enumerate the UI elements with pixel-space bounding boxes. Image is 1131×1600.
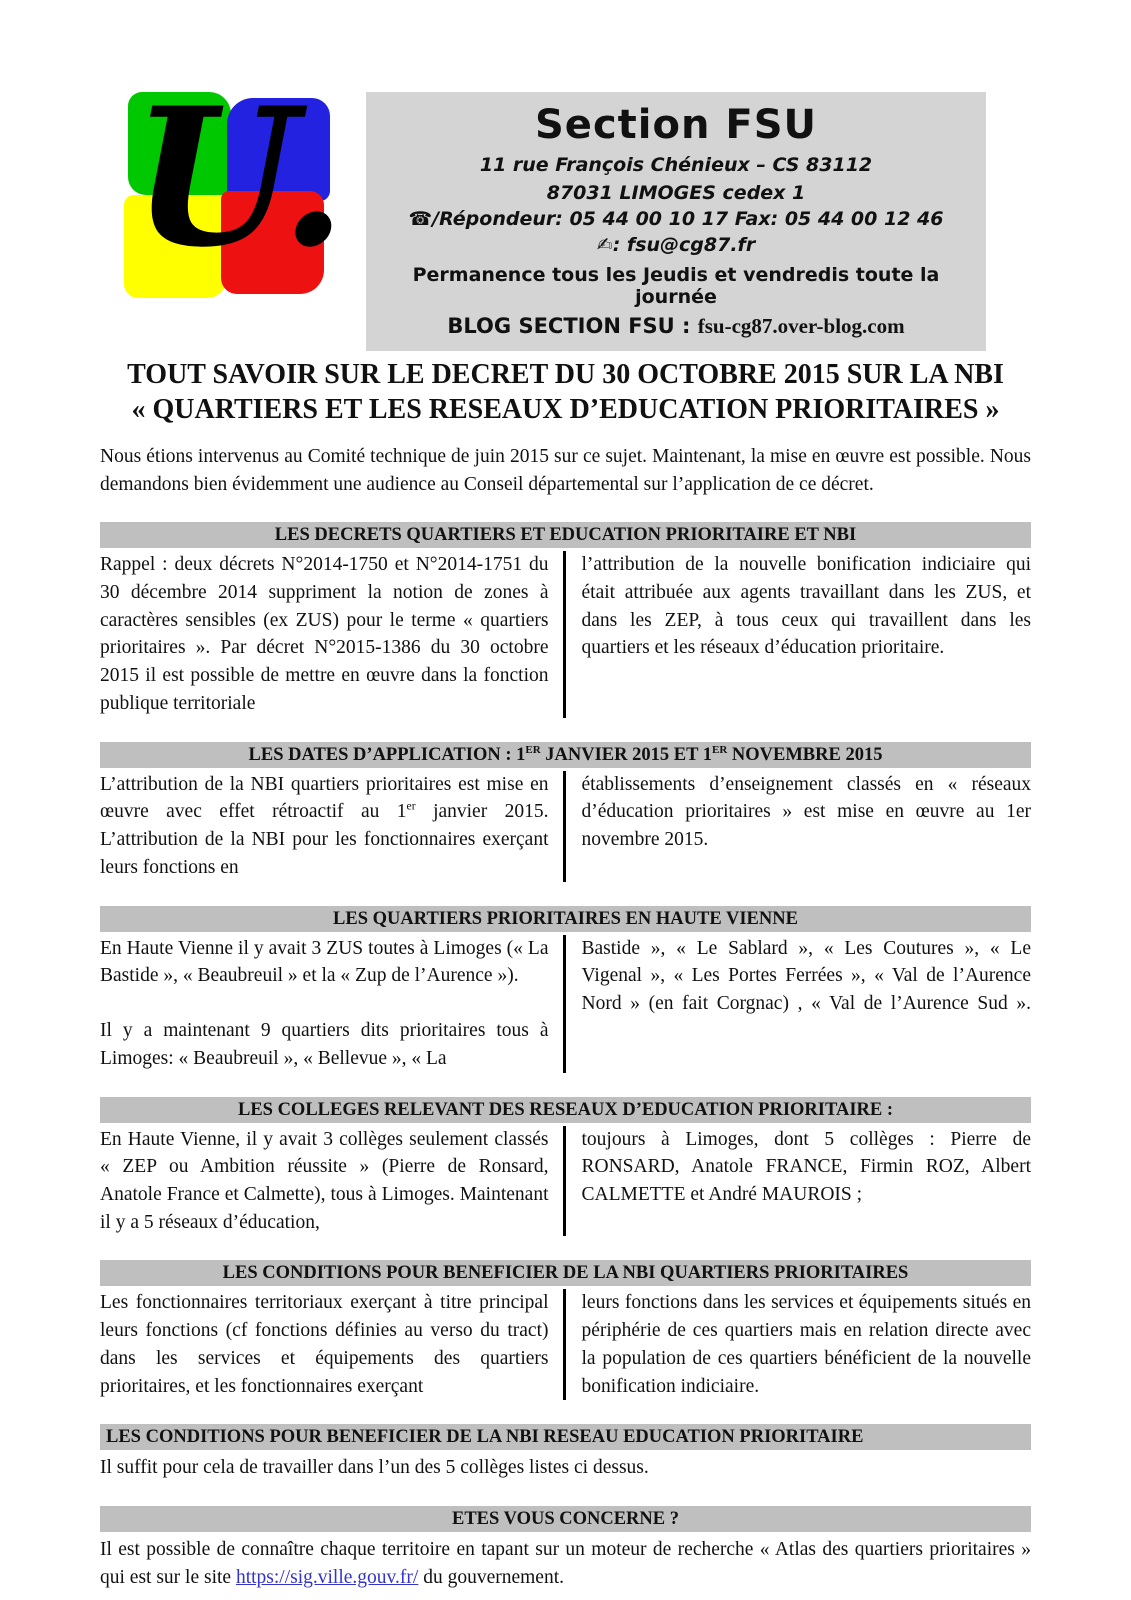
header-text: JANVIER 2015 ET 1 [540,744,712,765]
paragraph: établissements d’enseignement classés en « réseaux d’éducation prioritaires » est mise en œuvre au 1er novembre 2015. [581,773,1031,851]
section-conditions-qp-left [100,1289,566,1400]
section-decrets-left [100,551,566,717]
section-quartiers-left [100,935,566,1073]
section-conditions-qp-right [566,1289,1032,1400]
header-text: LES DATES D’APPLICATION : 1 [248,744,526,765]
section-dates-columns [100,771,1031,882]
section-dates [100,742,1031,882]
org-address-line1: 11 rue François Chénieux – CS 83112 [479,154,873,176]
phone-text: /Répondeur: 05 44 00 10 17 Fax: 05 44 00 12 46 [432,208,944,230]
paragraph: Rappel : deux décrets N°2014-1750 et N°2014-1751 du 30 décembre 2014 suppriment la notion de zones à caractères sensibles (ex ZUS) pour le terme « quartiers prioritaires ». Par décret N°2015-1386 du 30 octobre 2015 il est possible de mettre en œuvre dans la fonction publique territoriale [100,554,549,714]
header-sup: ER [525,743,541,756]
section-dates-header [100,742,1031,768]
section-decrets-columns [100,551,1031,717]
section-colleges-left [100,1126,566,1237]
email-icon: ✍ [596,234,613,256]
paragraph: En Haute Vienne, il y avait 3 collèges seulement classés « ZEP ou Ambition réussite » (Pierre de Ronsard, Anatole France et Calmette), tous à Limoges. Maintenant il y a 5 réseaux d’éducation, [100,1128,549,1233]
org-phone-line [374,208,978,230]
paragraph: Il y a maintenant 9 quartiers dits prioritaires tous à Limoges: « Beaubreuil », « Bellevue », « La [100,1020,549,1069]
section-colleges-header: LES COLLEGES RELEVANT DES RESEAUX D’EDUCATION PRIORITAIRE : [100,1097,1031,1123]
section-concerne-header: ETES VOUS CONCERNE ? [100,1506,1031,1532]
section-decrets-header: LES DECRETS QUARTIERS ET EDUCATION PRIORITAIRE ET NBI [100,522,1031,548]
section-colleges [100,1097,1031,1237]
section-dates-right [566,771,1032,882]
section-colleges-right [566,1126,1032,1237]
paragraph: toujours à Limoges, dont 5 collèges : Pierre de RONSARD, Anatole FRANCE, Firmin ROZ, Albert CALMETTE et André MAUROIS ; [581,1128,1031,1206]
blog-url: fsu-cg87.over-blog.com [697,314,905,338]
section-concerne-text [100,1536,1031,1591]
org-permanence: Permanence tous les Jeudis et vendredis toute la journée [412,264,940,308]
page-title-line1: TOUT SAVOIR SUR LE DECRET DU 30 OCTOBRE 2015 SUR LA NBI [127,359,1004,390]
atlas-site-link[interactable]: https://sig.ville.gouv.fr/ [235,1566,419,1588]
paragraph: Bastide », « Le Sablard », « Les Coutures », « Le Vigenal », « Les Portes Ferrées », « Val de l’Aurence Nord » (en fait Corgnac) , « Val de l’Aurence Sud ». [581,937,1031,1014]
fsu-logo [124,66,347,298]
masthead [100,66,1031,351]
org-info-box [366,92,986,351]
section-decrets [100,522,1031,717]
blog-label: BLOG SECTION FSU : [447,314,691,338]
intro-paragraph: Nous étions intervenus au Comité technique de juin 2015 sur ce sujet. Maintenant, la mise en œuvre est possible. Nous demandons bien évidemment une audience au Conseil départemental sur l’application de ce décret. [100,446,1031,495]
text-run: L’attribution de la NBI quartiers prioritaires est mise en œuvre avec effet rétroactif au 1 [100,773,549,823]
text-run: du gouvernement. [418,1566,564,1588]
paragraph: l’attribution de la nouvelle bonification indiciaire qui était attribuée aux agents travaillant dans les ZUS, et dans les ZEP, à tous ceux qui travaillent dans les quartiers et les réseaux d’éducation prioritaire. [581,554,1031,659]
section-concerne [100,1506,1031,1591]
ordinal-sup: er [406,799,416,813]
paragraph: Les fonctionnaires territoriaux exerçant à titre principal leurs fonctions (cf fonctions définies au verso du tract) dans les services et équipements des quartiers prioritaires, et les fonctionnaires exerçant [100,1292,549,1397]
header-sup: ER [711,743,728,756]
paragraph: En Haute Vienne il y avait 3 ZUS toutes à Limoges (« La Bastide », « Beaubreuil » et la « Zup de l’Aurence »). [100,937,549,987]
section-colleges-columns [100,1126,1031,1237]
section-conditions-rep-header: LES CONDITIONS POUR BENEFICIER DE LA NBI RESEAU EDUCATION PRIORITAIRE [100,1424,1031,1450]
section-quartiers [100,906,1031,1073]
org-blog-line [374,314,978,339]
header-text: NOVEMBRE 2015 [727,744,883,765]
section-dates-left [100,771,566,882]
paragraph: leurs fonctions dans les services et équipements situés en périphérie de ces quartiers mais en relation directe avec la population de ces quartiers bénéficient de la nouvelle bonification indiciaire. [581,1292,1031,1397]
org-title: Section FSU [535,102,817,148]
section-quartiers-columns [100,935,1031,1073]
section-quartiers-right [566,935,1032,1073]
phone-icon: ☎ [408,208,433,230]
email-text: : fsu@cg87.fr [612,234,756,256]
org-email-line [374,234,978,256]
section-conditions-qp-header: LES CONDITIONS POUR BENEFICIER DE LA NBI QUARTIERS PRIORITAIRES [100,1260,1031,1286]
paragraph [100,771,549,882]
page-title [100,357,1031,427]
section-conditions-rep-text: Il suffit pour cela de travailler dans l’un des 5 collèges listes ci dessus. [100,1457,649,1479]
text-run: Il est possible de connaître chaque territoire en tapant sur un moteur de recherche « Atlas des quartiers prioritaires » qui est sur le site [100,1538,1031,1588]
section-conditions-qp [100,1260,1031,1400]
section-conditions-qp-columns [100,1289,1031,1400]
section-conditions-rep [100,1424,1031,1482]
section-quartiers-header: LES QUARTIERS PRIORITAIRES EN HAUTE VIENNE [100,906,1031,932]
section-decrets-right [566,551,1032,717]
logo-letter: U. [132,66,347,289]
page-title-line2: « QUARTIERS ET LES RESEAUX D’EDUCATION PRIORITAIRES » [131,394,1000,425]
text-run: janvier 2015. L’attribution de la NBI pour les fonctionnaires exerçant leurs fonctions en [100,801,549,878]
org-address-line2: 87031 LIMOGES cedex 1 [546,182,806,204]
